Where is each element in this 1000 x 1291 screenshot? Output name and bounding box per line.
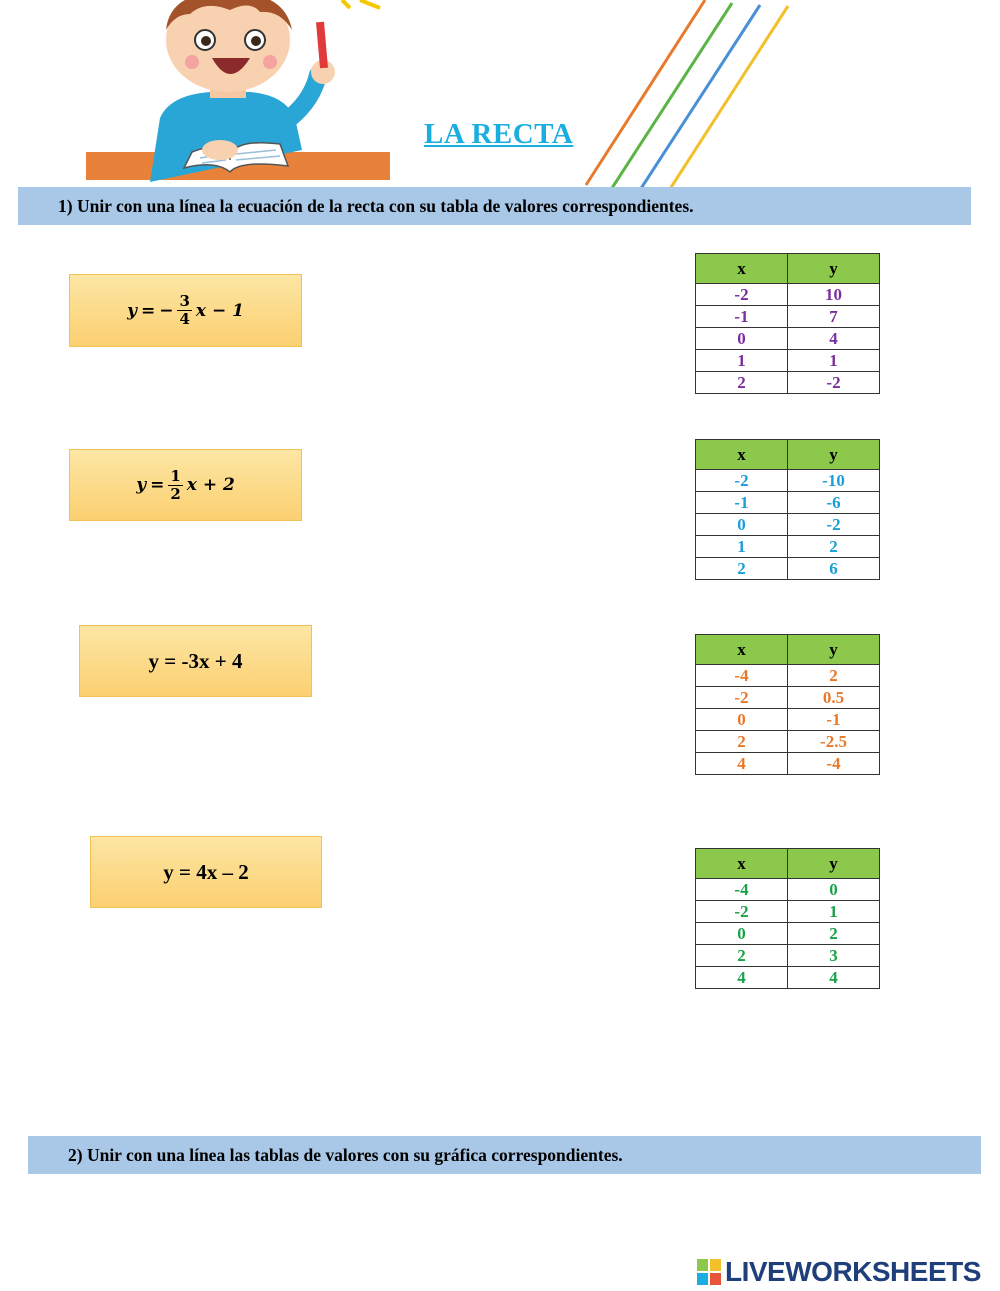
table-cell: -4 xyxy=(696,879,788,901)
table-cell: 1 xyxy=(696,536,788,558)
table-row xyxy=(696,731,880,753)
table-header-row xyxy=(696,849,880,879)
table-cell: -1 xyxy=(696,306,788,328)
values-table-3[interactable] xyxy=(695,634,880,775)
liveworksheets-logo-icon xyxy=(697,1259,721,1285)
table-row xyxy=(696,967,880,989)
page-title: LA RECTA xyxy=(424,118,574,150)
table-row xyxy=(696,328,880,350)
table-cell: 2 xyxy=(788,923,880,945)
liveworksheets-logo xyxy=(697,1256,981,1288)
table-cell: 6 xyxy=(788,558,880,580)
table-cell: -2 xyxy=(696,901,788,923)
equation-2-rest: x + 2 xyxy=(186,475,235,495)
values-table-4[interactable] xyxy=(695,848,880,989)
table-cell: 1 xyxy=(788,350,880,372)
table-row xyxy=(696,372,880,394)
table-row xyxy=(696,350,880,372)
table-header-x: x xyxy=(696,635,788,665)
equation-1-equals: = xyxy=(140,300,156,321)
table-cell: -1 xyxy=(696,492,788,514)
table-cell: 10 xyxy=(788,284,880,306)
equation-3: y = -3x + 4 xyxy=(148,648,243,673)
equation-1-rest: x − 1 xyxy=(195,300,244,321)
decorative-stripes xyxy=(570,0,810,195)
table-row xyxy=(696,284,880,306)
table-cell: 1 xyxy=(788,901,880,923)
table-cell: -2 xyxy=(788,514,880,536)
table-header-row xyxy=(696,254,880,284)
table-cell: 0 xyxy=(696,709,788,731)
table-header-y: y xyxy=(788,849,880,879)
table-cell: 2 xyxy=(788,536,880,558)
values-table-2[interactable] xyxy=(695,439,880,580)
table-header-y: y xyxy=(788,440,880,470)
table-cell: -1 xyxy=(788,709,880,731)
table-cell: -4 xyxy=(696,665,788,687)
table-cell: 4 xyxy=(696,967,788,989)
table-cell: -4 xyxy=(788,753,880,775)
table-header-x: x xyxy=(696,849,788,879)
table-cell: 0.5 xyxy=(788,687,880,709)
equation-1-numerator: 3 xyxy=(179,292,190,310)
table-row xyxy=(696,514,880,536)
table-row xyxy=(696,901,880,923)
equation-1 xyxy=(127,293,244,328)
table-row xyxy=(696,536,880,558)
equation-2-y: y xyxy=(136,475,147,495)
equation-box-2[interactable] xyxy=(69,449,302,521)
table-row xyxy=(696,945,880,967)
table-row xyxy=(696,879,880,901)
table-row xyxy=(696,753,880,775)
equation-box-4[interactable] xyxy=(90,836,322,908)
equation-1-y: y xyxy=(127,300,137,321)
table-cell: 2 xyxy=(696,372,788,394)
equation-1-fraction xyxy=(177,293,191,328)
table-cell: 0 xyxy=(788,879,880,901)
table-row xyxy=(696,558,880,580)
table-row xyxy=(696,923,880,945)
equation-2 xyxy=(136,468,235,503)
equation-box-3[interactable] xyxy=(79,625,312,697)
equation-1-sign: − xyxy=(159,300,174,321)
instruction-2: 2) Unir con una línea las tablas de valores con su gráfica correspondientes. xyxy=(28,1136,981,1174)
table-row xyxy=(696,665,880,687)
table-cell: -2.5 xyxy=(788,731,880,753)
table-row xyxy=(696,470,880,492)
table-cell: -2 xyxy=(696,470,788,492)
table-header-row xyxy=(696,440,880,470)
table-cell: 3 xyxy=(788,945,880,967)
table-cell: -2 xyxy=(788,372,880,394)
table-cell: 1 xyxy=(696,350,788,372)
table-cell: 2 xyxy=(696,558,788,580)
table-cell: 2 xyxy=(696,731,788,753)
table-cell: -2 xyxy=(696,687,788,709)
table-header-x: x xyxy=(696,440,788,470)
table-cell: -10 xyxy=(788,470,880,492)
table-cell: 4 xyxy=(788,328,880,350)
table-cell: -2 xyxy=(696,284,788,306)
table-cell: 2 xyxy=(788,665,880,687)
equation-2-numerator: 1 xyxy=(170,466,181,485)
table-cell: 0 xyxy=(696,923,788,945)
table-cell: -6 xyxy=(788,492,880,514)
table-cell: 4 xyxy=(788,967,880,989)
instruction-1: 1) Unir con una línea la ecuación de la recta con su tabla de valores correspondientes. xyxy=(18,187,971,225)
table-header-row xyxy=(696,635,880,665)
table-cell: 0 xyxy=(696,514,788,536)
equation-2-denominator: 2 xyxy=(170,484,181,503)
values-table-1[interactable] xyxy=(695,253,880,394)
table-row xyxy=(696,492,880,514)
equation-4: y = 4x – 2 xyxy=(163,859,249,884)
equation-1-denominator: 4 xyxy=(179,310,190,328)
equation-box-1[interactable] xyxy=(69,274,302,347)
table-row xyxy=(696,687,880,709)
equation-2-equals: = xyxy=(150,475,165,495)
logo-text: LIVEWORKSHEETS xyxy=(725,1256,981,1287)
table-header-y: y xyxy=(788,254,880,284)
table-row xyxy=(696,709,880,731)
table-cell: 7 xyxy=(788,306,880,328)
table-row xyxy=(696,306,880,328)
table-cell: 0 xyxy=(696,328,788,350)
boy-studying-illustration xyxy=(80,0,400,182)
table-header-x: x xyxy=(696,254,788,284)
table-cell: 2 xyxy=(696,945,788,967)
table-header-y: y xyxy=(788,635,880,665)
equation-2-fraction xyxy=(168,468,182,503)
table-cell: 4 xyxy=(696,753,788,775)
